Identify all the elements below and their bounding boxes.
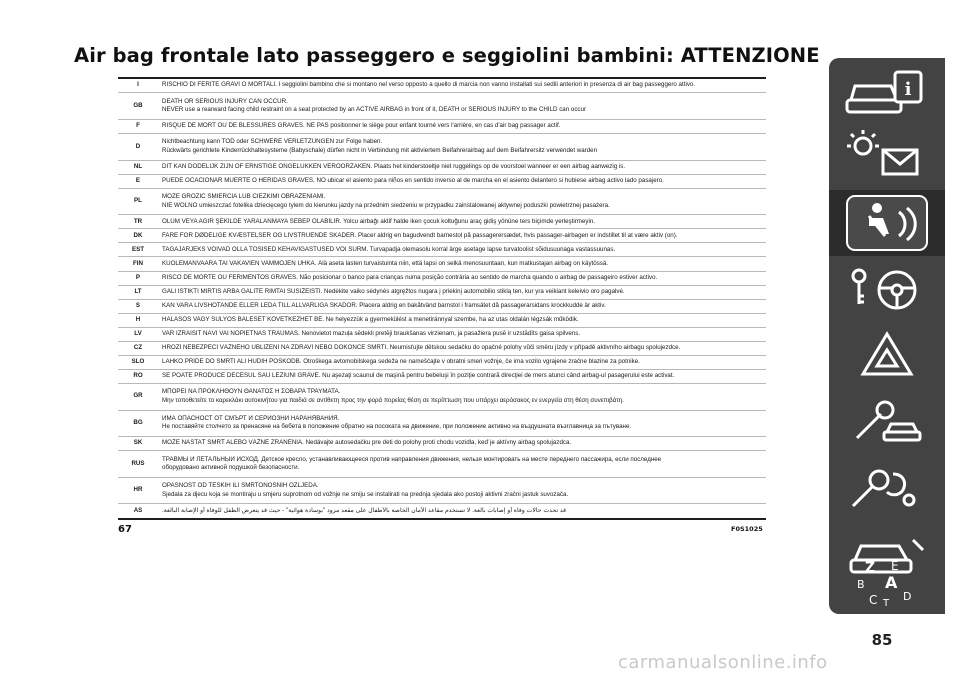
warning-text xyxy=(158,369,766,383)
warning-text xyxy=(158,78,766,93)
warning-text xyxy=(158,327,766,341)
warning-text xyxy=(158,119,766,133)
table-row xyxy=(118,174,766,188)
language-code: SLO xyxy=(118,355,158,369)
warning-line: Не поставяйте столчето за пренасяне на бебета в положение обратно на посоката на движение, при положение активно на въздушната възглавница за пътуване. xyxy=(162,423,632,431)
tab-warning-lights[interactable] xyxy=(829,124,945,190)
tab-maintenance[interactable] xyxy=(829,388,945,454)
index-letter: B xyxy=(857,578,865,591)
table-row xyxy=(118,243,766,257)
warning-line: ΜΠΟΡΕΙ ΝΑ ΠΡΟΚΛΗΘΟΥΝ ΘΑΝΑΤΟΣ Η ΣΟΒΑΡΑ ΤΡΑΥΜΑΤΑ. xyxy=(162,388,341,396)
warning-text xyxy=(158,160,766,174)
table-row xyxy=(118,313,766,327)
index-letter: Z xyxy=(865,560,876,576)
warning-line: DIT KAN DODELIJK ZIJN OF ERNSTIGE ONGELUKKEN VEROORZAKEN. Plaats het kinderstoeltje niet ruggelings op de voorstoel wanneer er een airbag aanwezig is. xyxy=(162,162,626,170)
page-number: 85 xyxy=(871,631,893,649)
table-row xyxy=(118,355,766,369)
language-code: FIN xyxy=(118,257,158,271)
warning-line: SE POATE PRODUCE DECESUL SAU LEZIUNI GRAVE. Nu aşezaţi scaunul de maşină pentru bebeluşi în poziţie contrară direcţiei de mers atunci când airbag-ul pasagerului este activat. xyxy=(162,372,675,380)
warning-text xyxy=(158,93,766,120)
warning-line: RISCO DE MORTE OU FERIMENTOS GRAVES. Não posicionar o banco para crianças numa posição contrária ao sentido de marcha quando o airbag de passageiro estiver activo. xyxy=(162,273,658,281)
warning-line: PUEDE OCACIONAR MUERTE O HERIDAS GRAVES. NO ubicar el asiento para niños en sentido inverso al de marcha en el asiento delantero si hubiese airbag activo lado pasajero. xyxy=(162,176,664,184)
chapter-sidebar xyxy=(829,58,945,614)
figure-number: 67 xyxy=(118,524,132,535)
language-code: NL xyxy=(118,160,158,174)
table-row xyxy=(118,504,766,519)
page-title: Air bag frontale lato passeggero e seggiolini bambini: ATTENZIONE xyxy=(74,44,820,67)
warning-line: ИМА ОПАСНОСТ ОТ СМЪРТ И СЕРИОЗНИ НАРАНЯВАНИЯ. xyxy=(162,414,340,422)
warning-triangle-icon xyxy=(829,322,945,388)
language-code: RO xyxy=(118,369,158,383)
warning-text xyxy=(158,257,766,271)
car-info-icon xyxy=(829,58,945,124)
warning-text xyxy=(158,271,766,285)
table-row xyxy=(118,160,766,174)
warning-text xyxy=(158,383,766,410)
warning-line: ÖLÜM VEYA AĞIR ŞEKİLDE YARALANMAYA SEBEP OLABİLİR. Yolcu airbağı aktif halde iken çocuk koltuğunu araç gidiş yönüne ters biçimde yerleştirmeyin. xyxy=(162,217,595,225)
svg-text:i: i xyxy=(904,79,912,100)
table-row xyxy=(118,229,766,243)
warning-text xyxy=(158,313,766,327)
warning-text xyxy=(158,437,766,451)
warning-line: Sjedala za djecu koja se montiraju u smjeru suprotnom od vožnje ne smiju se instalirati na prednja sjedala ako postoji aktivni zračni jastuk suvozača. xyxy=(162,490,569,498)
tab-emergency[interactable] xyxy=(829,322,945,388)
index-letter: A xyxy=(885,573,898,592)
table-row xyxy=(118,299,766,313)
warning-line: KAN VARA LIVSHOTANDE ELLER LEDA TILL ALLVARLIGA SKADOR. Placera aldrig en bakåtvänd barnstol i framsätet då passagerarsidans krockkudde är aktiv. xyxy=(162,301,606,309)
warning-line: GALI IŠTIKTI MIRTIS ARBA GALITE RIMTAI SUSIŽEISTI. Nedėkite vaiko sėdynės atgręžtos nugara į priekinį automobilio stiklą ten, kur yra veikiant keleivio oro pagalvė. xyxy=(162,287,625,295)
warning-line: RISCHIO DI FERITE GRAVI O MORTALI. I seggiolini bambino che si montano nel verso opposto a quello di marcia non vanno installati sui sedili anteriori in presenza di air bag passeggero attivo. xyxy=(162,81,696,89)
table-row xyxy=(118,93,766,120)
table-row xyxy=(118,383,766,410)
watermark: carmanualsonline.info xyxy=(618,652,828,673)
warning-line: MÔŽE NASTAŤ SMRŤ ALEBO VÁŽNE ZRANENIA. Nedávajte autosedačku pre deti do polohy proti chodu vozidla, keď je aktívny airbag spolujazdca. xyxy=(162,439,572,447)
table-row xyxy=(118,285,766,299)
tab-starting[interactable] xyxy=(829,256,945,322)
warning-text xyxy=(158,341,766,355)
index-letter: T xyxy=(883,598,890,609)
warning-text xyxy=(158,299,766,313)
warning-text xyxy=(158,174,766,188)
warning-line: NIE WOLNO umieszczać fotelika dziecięcego tylem do kierunku jazdy na przednim siedzeniu w przypadku zainstalowanej aktywnej poduszki powietrznej pasażera. xyxy=(162,201,610,209)
language-code: GR xyxy=(118,383,158,410)
figure-code: F0S1025 xyxy=(731,525,763,533)
language-code: I xyxy=(118,78,158,93)
alphabet-index-icon xyxy=(829,548,945,614)
language-code: LV xyxy=(118,327,158,341)
warning-text xyxy=(158,451,766,478)
warning-text xyxy=(158,133,766,160)
warning-line: LAHKO PRIDE DO SMRTI ALI HUDIH POŠKODB. Otroškega avtomobilskega sedeža ne nameščajte v obratni smeri vožnje, če ima vozilo vgrajene zračne blazine za potnike. xyxy=(162,358,640,366)
table-row xyxy=(118,133,766,160)
table-row xyxy=(118,451,766,478)
language-code: RUS xyxy=(118,451,158,478)
language-code: TR xyxy=(118,215,158,229)
table-row xyxy=(118,410,766,437)
index-letter: C xyxy=(869,593,878,607)
index-letter: E xyxy=(891,559,899,573)
language-code: GB xyxy=(118,93,158,120)
language-code: E xyxy=(118,174,158,188)
language-code: PL xyxy=(118,188,158,215)
tab-car-info[interactable] xyxy=(829,58,945,124)
warning-text xyxy=(158,477,766,504)
warning-line: VAR IZRAISĪT NĀVI VAI NOPIETNAS TRAUMAS. Nenovietot mazuļa sēdekli pretēji braukšanas virzienam, ja pasažiera pusē ir uzstādīts gaisa spilvens. xyxy=(162,330,581,337)
airbag-seatbelt-icon xyxy=(829,190,945,256)
warning-line: HROZÍ NEBEZPEČÍ VÁŽNÉHO UBLÍŽENÍ NA ZDRAVÍ NEBO DOKONCE SMRTI. Neumisťujte dětskou sedačku do opačné polohy vůči směru jízdy v případě aktivního airbagu spolujezdce. xyxy=(162,344,681,352)
language-code: F xyxy=(118,119,158,133)
table-row xyxy=(118,271,766,285)
warning-line: Rückwärts gerichtete Kinderrückhaltesysteme (Babyschale) dürfen nicht in Verbindung mit aktiviertem Beifahrerairbag auf dem Beifahrersitz verwendet warden xyxy=(162,146,598,154)
language-code: S xyxy=(118,299,158,313)
table-row xyxy=(118,341,766,355)
table-row xyxy=(118,188,766,215)
tab-safety[interactable] xyxy=(829,190,945,256)
warning-line: ТРАВМЫ И ЛЕТАЛЬНЫЙ ИСХОД. Детское кресло, устанавливающееся против направления движения, нельзя монтировать на месте переднего пассажира, если последнее xyxy=(162,455,662,463)
warning-text xyxy=(158,229,766,243)
warning-line: KUOLEMANVAARA TAI VAKAVIEN VAMMOJEN UHKA. Älä aseta lasten turvaistuinta niin, että lapsi on selkä menosuuntaan, kun matkustajan airbag on käytössä. xyxy=(162,259,609,267)
wrench-car-icon xyxy=(829,388,945,454)
tab-tools[interactable] xyxy=(829,454,945,520)
warning-line: DEATH OR SERIOUS INJURY CAN OCCUR. xyxy=(162,97,288,105)
warning-line: RISQUE DE MORT OU DE BLESSURES GRAVES. NE PAS positionner le siège pour enfant tourné vers l'arrière, en cas d'air bag passager actif. xyxy=(162,122,561,130)
warning-line: NEVER use a rearward facing child restraint on a seat protected by an ACTIVE AIRBAG in front of it, DEATH or SERIOUS INJURY to the CHILD can occur xyxy=(162,106,587,114)
table-row xyxy=(118,119,766,133)
table-row xyxy=(118,477,766,504)
table-row xyxy=(118,257,766,271)
key-steering-wheel-icon xyxy=(829,256,945,322)
warning-text xyxy=(158,188,766,215)
language-code: LT xyxy=(118,285,158,299)
language-code: AS xyxy=(133,507,143,514)
warning-line: قد تحدث حالات وفاة أو إصابات بالغة. لا تستخدم مقاعد الأمان الخاصة بالأطفال على مقعد مزود "بوسادة هوائية" - حيث قد يتعرض الطفل للوفاة أو الإصابة البالغة. xyxy=(162,507,567,514)
language-code: H xyxy=(118,313,158,327)
language-code: HR xyxy=(118,477,158,504)
language-code: CZ xyxy=(118,341,158,355)
warning-lights-envelope-icon xyxy=(829,124,945,190)
warning-line: Nichtbeachtung kann TOD oder SCHWERE VERLETZUNGEN zur Folge haben. xyxy=(162,138,383,146)
table-row xyxy=(118,215,766,229)
language-code: BG xyxy=(118,410,158,437)
warning-line: MOŻE GROZIĆ ŚMIERCIA LUB CIEŻKIMI OBRAŻENIAMI. xyxy=(162,193,326,201)
warning-text xyxy=(158,243,766,257)
tab-index[interactable] xyxy=(829,548,945,614)
warning-text xyxy=(158,215,766,229)
warning-line: OPASNOST OD TEŠKIH ILI SMRTONOSNIH OZLJEDA. xyxy=(162,482,319,490)
language-code: D xyxy=(118,133,158,160)
warning-table xyxy=(118,77,766,520)
warning-text xyxy=(158,285,766,299)
table-row xyxy=(118,327,766,341)
warning-text xyxy=(158,504,766,519)
warning-text xyxy=(158,355,766,369)
warning-line: FARE FOR DØDELIGE KVÆSTELSER OG LIVSTRUENDE SKADER. Placer aldrig en bagudvendt barnestol på passagerersædet, hvis passager-airbagen er indstillet til at være aktiv (on). xyxy=(162,231,678,239)
warning-line: TAGAJÄRJEKS VÕIVAD OLLA TÕSISED KEHAVIGASTUSED VÕI SURM. Turvapadja olemasolu korral ärge asetage lapse turvatoolist sõidusuunaga vastassuunas. xyxy=(162,245,616,253)
language-code: SK xyxy=(118,437,158,451)
table-row xyxy=(118,78,766,93)
warning-line: Μην τοποθετείτε το καρεκλάκι αυτοκινήτου για παιδιά σε αντίθετη προς την φορά πορείας θέση σε περίπτωση που υπάρχει αερόσακος εν ενεργεία στη θέση συνεπιβάτη. xyxy=(162,396,624,404)
warning-text xyxy=(158,410,766,437)
language-code: DK xyxy=(118,229,158,243)
language-code: EST xyxy=(118,243,158,257)
warning-line: оборудовано активной подушкой безопасности. xyxy=(162,463,300,471)
language-code: P xyxy=(118,271,158,285)
table-row xyxy=(118,369,766,383)
table-row xyxy=(118,437,766,451)
index-letter: D xyxy=(903,590,912,603)
maintenance-tools-icon xyxy=(829,454,945,520)
warning-line: HALÁSOS VAGY SÚLYOS BALESET KÖVETKEZHET BE. Ne helyezzük a gyermekülést a menetiránnyal szembe, ha az utas oldalán légzsák működik. xyxy=(162,315,579,323)
